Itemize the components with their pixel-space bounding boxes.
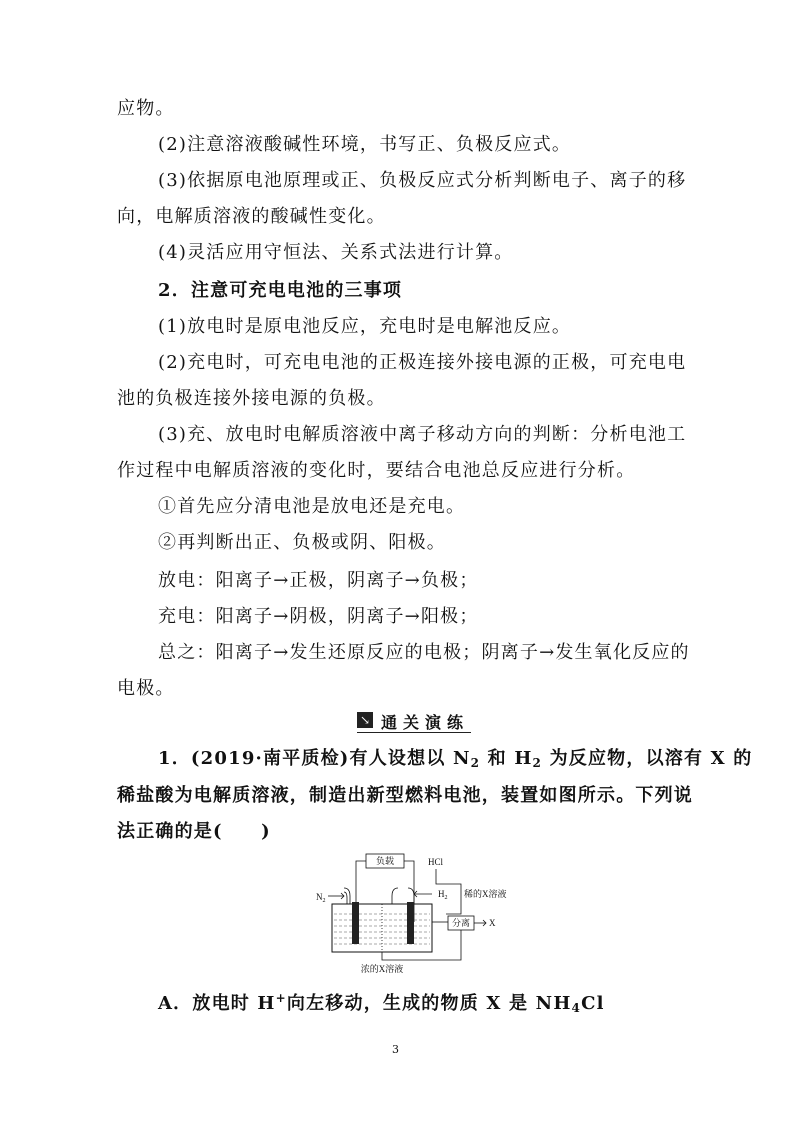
x-label: X	[489, 918, 496, 928]
text-line: (1)放电时是原电池反应，充电时是电解池反应。	[158, 316, 572, 337]
right-electrode	[407, 902, 414, 944]
option-a: A．放电时 H+向左移动，生成的物质 X 是 $NH_4Cl$	[158, 991, 605, 1015]
text-line: (3)充、放电时电解质溶液中离子移动方向的判断：分析电池工	[158, 424, 687, 445]
question-line: 1．(2019·南平质检)有人设想以 $N_2$ 和 $H_2$ 为反应物，以溶有 X 的	[158, 748, 753, 770]
practice-banner	[357, 710, 471, 734]
text-line: 应物。	[117, 98, 175, 119]
text-line: (3)依据原电池原理或正、负极反应式分析判断电子、离子的移	[158, 170, 687, 191]
text-line: (2)充电时，可充电电池的正极连接外接电源的正极，可充电电	[158, 352, 687, 373]
text-line: 作过程中电解质溶液的变化时，要结合电池总反应进行分析。	[117, 460, 636, 481]
fuel-cell-diagram	[308, 852, 518, 974]
text-line: ①首先应分清电池是放电还是充电。	[158, 496, 466, 517]
text-line: (2)注意溶液酸碱性环境，书写正、负极反应式。	[158, 134, 572, 155]
text-line: 向，电解质溶液的酸碱性变化。	[117, 206, 386, 227]
hcl-label: HCl	[428, 857, 444, 867]
left-electrode	[352, 902, 359, 944]
text-line: 放电：阳离子→正极，阴离子→负极；	[158, 570, 479, 591]
section-heading: 2．注意可充电电池的三事项	[158, 280, 403, 301]
text-line: 池的负极连接外接电源的负极。	[117, 388, 386, 409]
page-number: 3	[392, 1043, 399, 1056]
question-line: 法正确的是( )	[117, 821, 271, 842]
n2-label: $N_2$	[316, 892, 326, 904]
arrow-icon: ↘	[357, 712, 373, 728]
text-line: 电极。	[117, 678, 175, 699]
concentrated-solution-label: 浓的X溶液	[360, 964, 404, 974]
separator-label: 分离	[451, 918, 471, 928]
h2-label: $H_2$	[438, 889, 448, 901]
text-line: ②再判断出正、负极或阴、阳极。	[158, 532, 446, 553]
question-line: 稀盐酸为电解质溶液，制造出新型燃料电池，装置如图所示。下列说	[117, 785, 693, 806]
load-label: 负载	[375, 856, 395, 866]
text-line: 充电：阳离子→阴极，阴离子→阳极；	[158, 606, 479, 627]
text-line: (4)灵活应用守恒法、关系式法进行计算。	[158, 242, 514, 263]
text-line: 总之：阳离子→发生还原反应的电极；阴离子→发生氧化反应的	[158, 642, 690, 663]
banner-label: 通关演练	[381, 713, 470, 732]
dilute-solution-label: 稀的X溶液	[464, 889, 507, 899]
